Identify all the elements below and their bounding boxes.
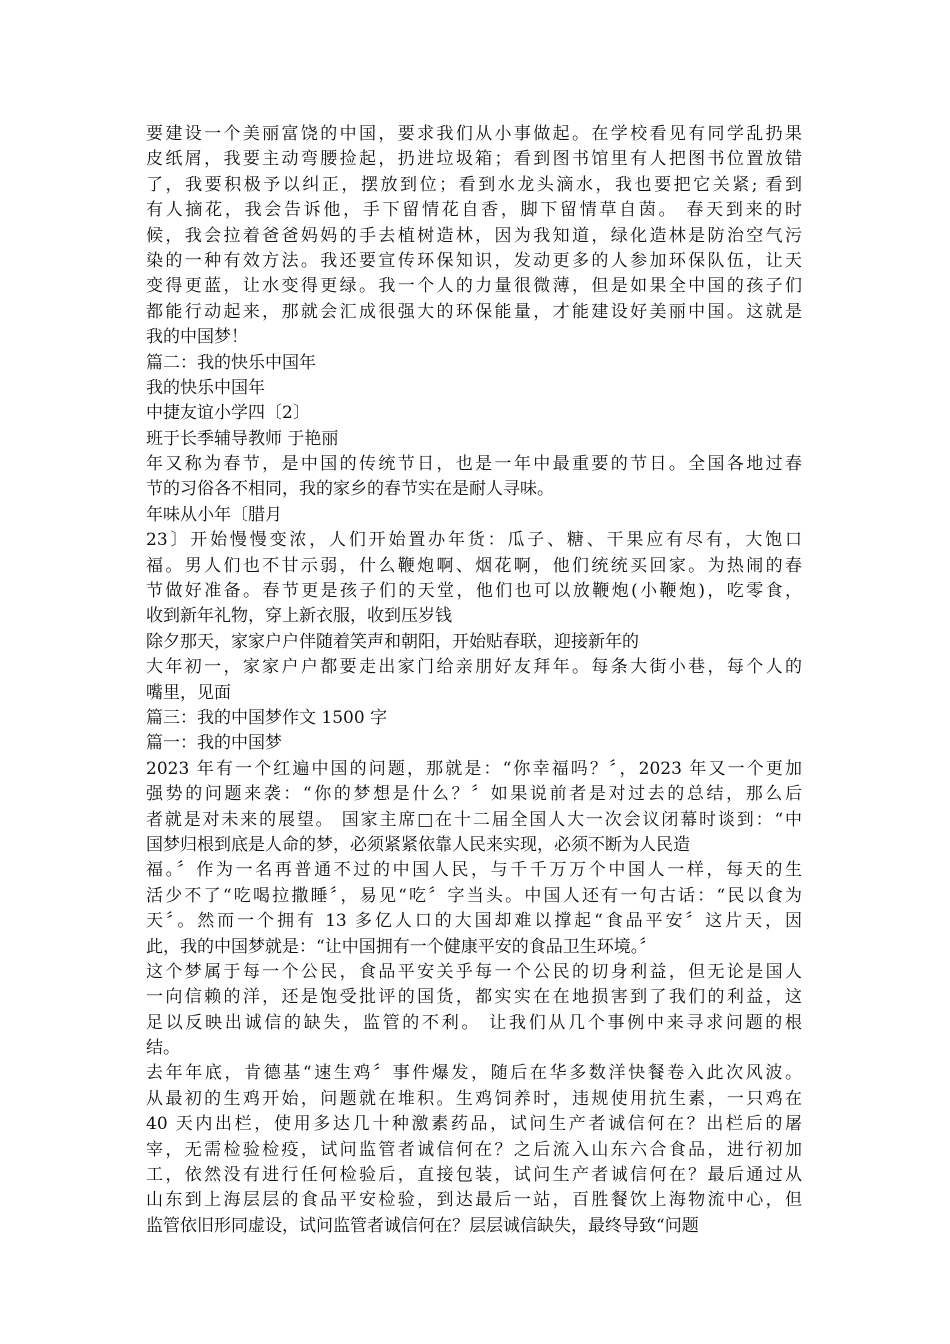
text-line: 年又称为春节，是中国的传统节日，也是一年中最重要的节日。全国各地过春 <box>146 454 802 475</box>
text-line: 福。〞作为一名再普通不过的中国人民，与千千万万个中国人一样，每天的生 <box>146 860 802 881</box>
text-line: 强势的问题来袭：“你的梦想是什么？〞如果说前者是对过去的总结，那么后 <box>146 784 802 805</box>
text-line: 结。 <box>146 1038 180 1059</box>
text-line: 山东到上海层层的食品平安检验，到达最后一站，百胜餐饮上海物流中心，但 <box>146 1190 802 1211</box>
text-line: 去年年底，肯德基“速生鸡〞事件爆发，随后在华多数洋快餐卷入此次风波。 <box>146 1063 802 1084</box>
text-line: 大年初一，家家户户都要走出家门给亲朋好友拜年。每条大街小巷，每个人的 <box>146 657 802 678</box>
text-line: 有人摘花，我会告诉他，手下留情花自香，脚下留情草自茵。 春天到来的时 <box>146 200 802 221</box>
text-line: 宰，无需检验检疫，试问监管者诚信何在？之后流入山东六合食品，进行初加 <box>146 1139 802 1160</box>
text-line: 一向信赖的洋，还是饱受批评的国货，都实实在在地损害到了我们的利益，这 <box>146 987 802 1008</box>
text-line: 此，我的中国梦就是：“让中国拥有一个健康平安的食品卫生环境。〞 <box>146 936 657 957</box>
text-line: 节的习俗各不相同，我的家乡的春节实在是耐人寻味。 <box>146 479 554 500</box>
text-line: 从最初的生鸡开始，问题就在堆积。生鸡饲养时，违规使用抗生素，一只鸡在 <box>146 1088 802 1109</box>
text-line: 班于长季辅导教师 于艳丽 <box>146 428 339 449</box>
text-line: 我的快乐中国年 <box>146 377 265 398</box>
text-line: 天〞。然而一个拥有 13 多亿人口的大国却难以撑起“食品平安〞这片天，因 <box>146 911 802 932</box>
text-line: 染的一种有效方法。我还要宣传环保知识，发动更多的人参加环保队伍，让天 <box>146 250 802 271</box>
document-page <box>146 122 802 1239</box>
text-line: 了，我要积极予以纠正，摆放到位；看到水龙头滴水，我也要把它关紧; 看到 <box>146 174 802 195</box>
text-line: 23〕开始慢慢变浓，人们开始置办年货：瓜子、糖、干果应有尽有，大饱口 <box>146 530 802 551</box>
text-line: 篇三：我的中国梦作文 1500 字 <box>146 707 388 728</box>
text-line: 要建设一个美丽富饶的中国，要求我们从小事做起。在学校看见有同学乱扔果 <box>146 124 802 144</box>
text-line: 监管依旧形同虚设，试问监管者诚信何在？层层诚信缺失，最终导致“问题 <box>146 1215 699 1236</box>
text-line: 足以反映出诚信的缺失，监管的不利。 让我们从几个事例中来寻求问题的根 <box>146 1012 802 1033</box>
text-line: 福。男人们也不甘示弱，什么鞭炮啊、烟花啊，他们统统买回家。为热闹的春 <box>146 555 802 576</box>
text-line: 者就是对未来的展望。 国家主席□在十二届全国人大一次会议闭幕时谈到：“中 <box>146 809 802 830</box>
text-line: 这个梦属于每一个公民，食品平安关乎每一个公民的切身利益，但无论是国人 <box>146 961 802 982</box>
text-line: 候，我会拉着爸爸妈妈的手去植树造林，因为我知道，绿化造林是防治空气污 <box>146 225 802 246</box>
text-line: 中捷友谊小学四〔2〕 <box>146 403 310 424</box>
text-line: 节做好准备。春节更是孩子们的天堂，他们也可以放鞭炮(小鞭炮)，吃零食， <box>146 581 802 602</box>
text-line: 年味从小年〔腊月 <box>146 504 282 525</box>
text-line: 收到新年礼物，穿上新衣服，收到压岁钱 <box>146 606 452 627</box>
text-line: 除夕那天，家家户户伴随着笑声和朝阳，开始贴春联，迎接新年的 <box>146 631 639 652</box>
text-line: 2023 年有一个红遍中国的问题，那就是：“你幸福吗？〞，2023 年又一个更加 <box>146 758 802 779</box>
text-line: 活少不了“吃喝拉撒睡〞，易见“吃〞字当头。中国人还有一句古话：“民以食为 <box>146 885 802 906</box>
text-line: 皮纸屑，我要主动弯腰捡起，扔进垃圾箱；看到图书馆里有人把图书位置放错 <box>146 149 802 170</box>
text-line: 嘴里，见面 <box>146 682 231 703</box>
text-line: 篇二：我的快乐中国年 <box>146 352 316 373</box>
text-line: 40 天内出栏，使用多达几十种激素药品，试问生产者诚信何在？出栏后的屠 <box>146 1114 802 1135</box>
text-line: 都能行动起来，那就会汇成很强大的环保能量，才能建设好美丽中国。这就是 <box>146 301 802 322</box>
text-line: 变得更蓝，让水变得更绿。我一个人的力量很微薄，但是如果全中国的孩子们 <box>146 276 802 297</box>
text-line: 篇一：我的中国梦 <box>146 733 282 754</box>
text-line: 国梦归根到底是人命的梦，必须紧紧依靠人民来实现，必须不断为人民造 <box>146 834 690 855</box>
text-line: 工，依然没有进行任何检验后，直接包装，试问生产者诚信何在？最后通过从 <box>146 1165 802 1186</box>
text-line: 我的中国梦！ <box>146 327 248 348</box>
